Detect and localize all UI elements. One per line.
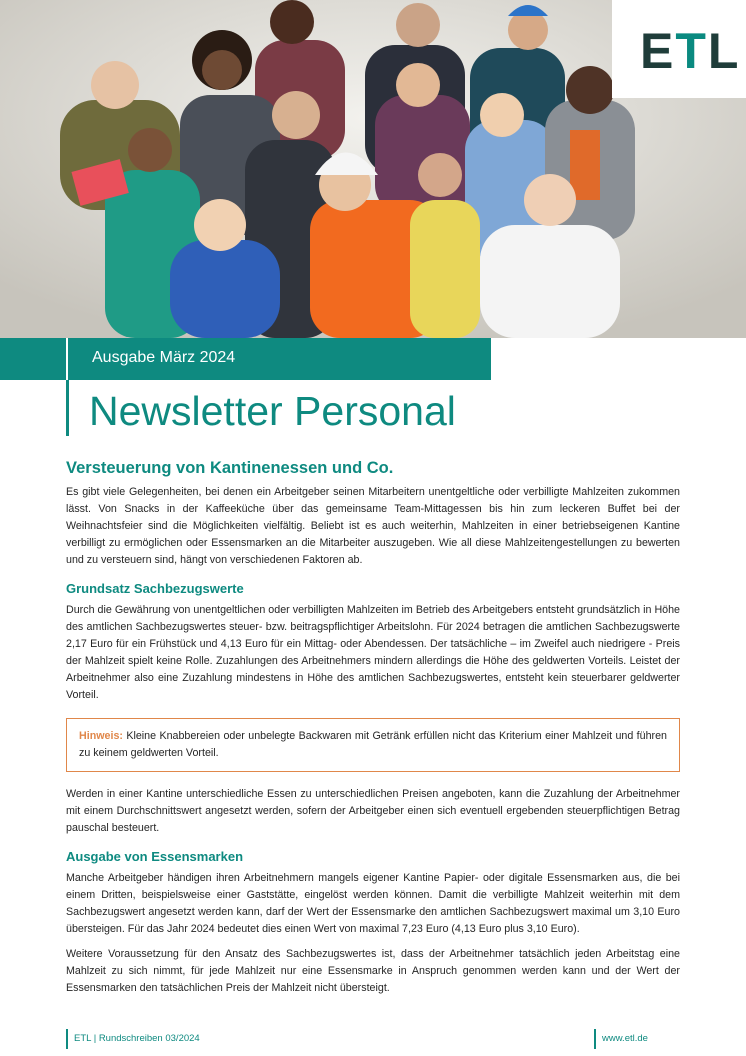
hint-box xyxy=(66,718,680,772)
section-text-essensmarken: Manche Arbeitgeber händigen ihren Arbeitnehmern mangels eigener Kantine Papier- oder digitale Essensmarken aus, die bei einem Dritten, beispielsweise einer Gaststätte, eingelöst werden können. Damit die verbilligte Mahlzeit weiterhin mit dem Sachbezugswert angesetzt werden kann, darf der Wert der Essensmarke den amtlichen Sachbezugswert maximal um 3,10 Euro übersteigen. Für das Jahr 2024 bedeutet dies einen Wert von maximal 7,23 Euro (4,13 Euro plus 3,10 Euro). xyxy=(66,872,680,935)
article-heading: Versteuerung von Kantinenessen und Co. xyxy=(66,459,394,477)
logo-wordmark: ETL xyxy=(640,23,741,79)
section-heading-essensmarken: Ausgabe von Essensmarken xyxy=(66,849,244,864)
article xyxy=(66,458,680,997)
article-intro: Es gibt viele Gelegenheiten, bei denen ein Arbeitgeber seinen Mitarbeitern unentgeltliche oder verbilligte Mahlzeiten zukommen lässt. Von Snacks in der Kaffeeküche über das gemeinsame Team-Mittagessen bis hin zum leckeren Buffet bei der Weihnachtsfeier sind die Möglichkeiten vielfältig. Beliebt ist es auch weiterhin, Mahlzeiten in einer betriebseigenen Kantine verbilligt zu ermöglichen oder Essensmarken an die Mitarbeiter auszugeben. Wie all diese Mahlzeitengestellungen zu bewerten und zu versteuern sind, hängt von verschiedenen Faktoren ab. xyxy=(66,486,680,566)
footer-website-link[interactable]: www.etl.de xyxy=(602,1033,648,1044)
hint-text xyxy=(79,728,667,762)
banner-divider xyxy=(66,338,68,380)
section-heading-sachbezugswerte: Grundsatz Sachbezugswerte xyxy=(66,581,244,596)
footer-rule-left xyxy=(66,1029,68,1049)
section-text-kantine: Werden in einer Kantine unterschiedliche Essen zu unterschiedlichen Preisen angeboten, kann die Zuzahlung der Arbeitnehmer mit einem Durchschnittswert angesetzt werden, sofern der Arbeitgeber einen sich eventuell ergebenden steuerpflichtigen Betrag pauschal besteuert. xyxy=(66,788,680,834)
footer-publication: ETL | Rundschreiben 03/2024 xyxy=(74,1033,200,1044)
section-text-voraussetzung: Weitere Voraussetzung für den Ansatz des Sachbezugswertes ist, dass der Arbeitnehmer tatsächlich jeden Arbeitstag eine Mahlzeit zu sich nimmt, für jede Mahlzeit nur eine Essensmarke in Anspruch genommen werden kann und der Wert der Essensmarken den tatsächlichen Preis der Mahlzeit nicht übersteigt. xyxy=(66,948,680,994)
hint-label: Hinweis: xyxy=(79,730,123,742)
section-text-sachbezugswerte: Durch die Gewährung von unentgeltlichen oder verbilligten Mahlzeiten im Betrieb des Arbeitgebers entsteht grundsätzlich in Höhe des amtlichen Sachbezugswertes steuer- bzw. beitragspflichtiger Arbeitslohn. Für 2024 betragen die amtlichen Sachbezugswerte 2,17 Euro für ein Frühstück und 4,13 Euro für ein Mittag- oder Abendessen. Der tatsächliche – im Zweifel auch niedrigere - Preis der Mahlzeit spielt keine Rolle. Zuzahlungen des Arbeitnehmers mindern allerdings die Höhe des geldwerten Vorteils. Leistet der Arbeitnehmer also eine Zuzahlung mindestens in Höhe des amtlichen Sachbezugswertes, entsteht kein steuerbarer geldwerter Vorteil. xyxy=(66,604,680,701)
page-title: Newsletter Personal xyxy=(89,388,456,434)
title-accent-rule xyxy=(66,380,69,436)
hint-body: Kleine Knabbereien oder unbelegte Backwaren mit Getränk erfüllen nicht das Kriterium einer Mahlzeit und führen zu keinem geldwerten Vorteil. xyxy=(79,730,667,759)
issue-banner xyxy=(0,338,491,380)
issue-label: Ausgabe März 2024 xyxy=(92,349,236,366)
etl-logo[interactable] xyxy=(612,0,746,98)
footer-rule-right xyxy=(594,1029,596,1049)
